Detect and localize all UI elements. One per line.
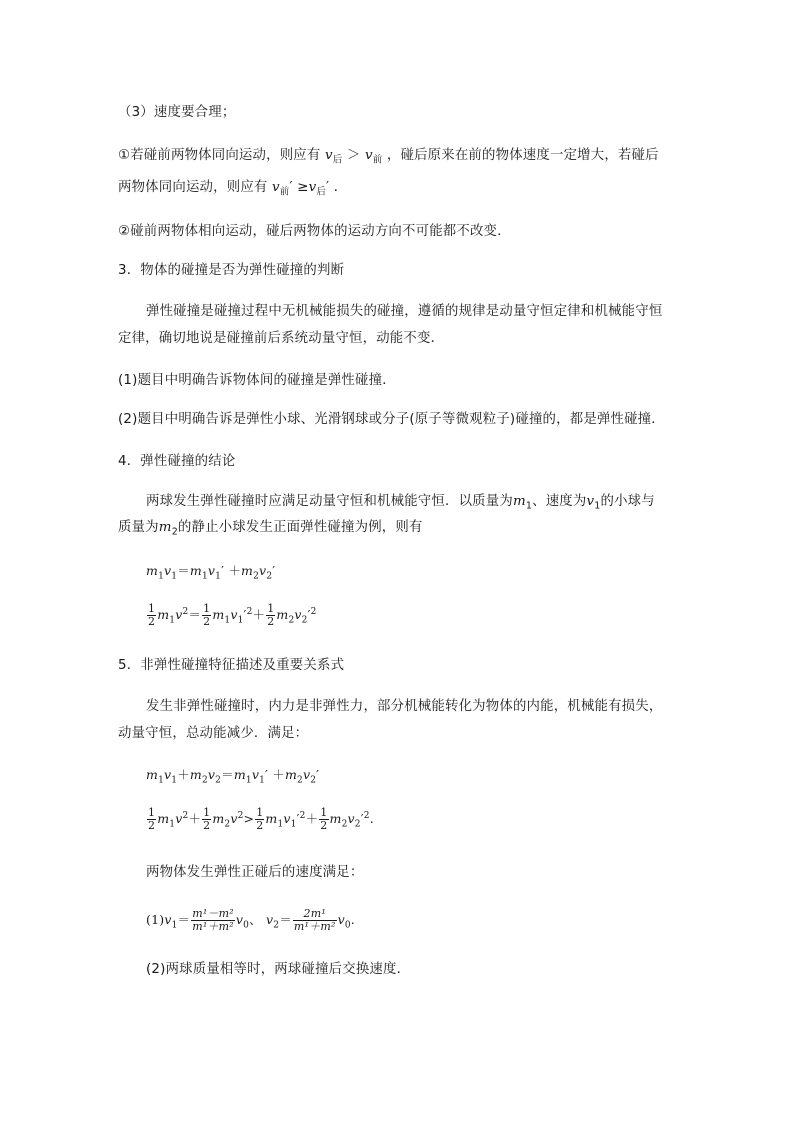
prime: ′	[221, 563, 225, 578]
var-v: v	[324, 148, 333, 163]
subscript: 1	[169, 615, 176, 626]
numerator: 1	[203, 602, 211, 615]
denominator: 2	[203, 819, 211, 832]
denominator: 2	[148, 615, 156, 628]
subscript: 1	[245, 775, 252, 786]
denominator: 2	[320, 819, 328, 832]
prime: ′	[265, 767, 269, 782]
var-m: m	[146, 563, 159, 578]
elastic-velocity-formulas	[146, 904, 355, 936]
var-v: v	[175, 607, 183, 622]
text: ，碰后原来在前的物体速度一定增大，若碰后	[386, 148, 659, 163]
elastic-conclusion-line-2	[118, 519, 423, 537]
text: 的静止小球发生正面弹性碰撞为例，则有	[177, 520, 423, 535]
var-v: v	[302, 767, 311, 782]
condition-heading: （3）速度要合理；	[118, 105, 236, 120]
var-v: v	[164, 912, 172, 927]
numerator: 1	[148, 602, 156, 615]
fraction-half	[266, 603, 275, 628]
subscript: 0	[243, 920, 250, 931]
subscript: 1	[171, 571, 178, 582]
subscript: 1	[158, 571, 164, 582]
numerator: 2m¹	[293, 908, 337, 921]
plus: ＋	[305, 811, 319, 826]
prime: ′	[326, 180, 330, 195]
var-m: m	[189, 767, 202, 782]
subscript: 2	[215, 775, 222, 786]
fraction-half	[147, 807, 156, 832]
subscript: 1	[215, 571, 222, 582]
text: ①若碰前两物体同向运动，则应有	[118, 148, 321, 163]
elastic-criterion-2: (2)题目中明确告诉是弹性小球、光滑钢球或分子(原子等微观粒子)碰撞的，都是弹性碰撞．	[118, 412, 665, 427]
equals: ＝	[188, 607, 202, 622]
elastic-definition-line-2: 定律，确切地说是碰撞前后系统动量守恒，动能不变．	[118, 331, 445, 346]
denominator: m¹＋m²	[293, 920, 336, 933]
section-4-heading: 4．弹性碰撞的结论	[118, 454, 236, 469]
subscript: 2	[201, 775, 208, 786]
section-3-heading: 3．物体的碰撞是否为弹性碰撞的判断	[118, 263, 345, 278]
var-v: v	[207, 767, 216, 782]
subscript: 2	[224, 819, 231, 830]
var-m: m	[329, 811, 342, 826]
var-m: m	[265, 811, 278, 826]
fraction-half	[202, 603, 211, 628]
var-m: m	[157, 811, 170, 826]
inelastic-energy-inequality	[146, 804, 374, 834]
equals: ＝	[221, 767, 234, 782]
subscript: 2	[354, 819, 361, 830]
elastic-conclusion-line-1	[146, 493, 655, 511]
var-v: v	[586, 494, 595, 509]
var-v: v	[283, 811, 291, 826]
period: ．	[333, 180, 348, 195]
sub-before: 前	[279, 186, 290, 198]
elastic-definition-line-1: 弹性碰撞是碰撞过程中无机械能损失的碰撞，遵循的规律是动量守恒定律和机械能守恒	[146, 304, 663, 319]
var-m: m	[146, 767, 159, 782]
denominator: 2	[256, 819, 264, 832]
var-v: v	[164, 563, 172, 578]
period: .	[350, 912, 355, 927]
var-v: v	[175, 811, 183, 826]
subscript: 1	[525, 500, 533, 512]
subscript: 0	[344, 920, 351, 931]
elastic-velocity-intro: 两物体发生弹性正碰后的速度满足：	[146, 865, 364, 880]
var-m: m	[212, 811, 225, 826]
condition-2: ②碰前两物体相向运动，碰后两物体的运动方向不可能都不改变.	[118, 224, 502, 239]
sub-after: 后	[332, 154, 343, 166]
condition-1-line-2	[118, 179, 347, 197]
greater-than: >	[243, 811, 255, 826]
plus: ＋	[177, 767, 190, 782]
var-m: m	[158, 520, 172, 535]
inelastic-description-line-1: 发生非弹性碰撞时，内力是非弹性力，部分机械能转化为物体的内能，机械能有损失，	[146, 699, 663, 714]
subscript: 2	[171, 526, 178, 538]
inelastic-momentum-equation	[146, 766, 319, 784]
var-v: v	[235, 912, 244, 927]
superscript: 2	[182, 606, 189, 617]
subscript: 2	[266, 571, 273, 582]
text: 两球发生弹性碰撞时应满足动量守恒和机械能守恒．以质量为	[146, 494, 513, 509]
superscript: 2	[182, 810, 189, 821]
separator: 、	[249, 912, 262, 927]
denominator: 2	[203, 615, 211, 628]
prime: ′	[307, 607, 311, 622]
fraction	[191, 908, 235, 933]
prime: ′	[316, 767, 320, 782]
prime: ′	[243, 607, 247, 622]
plus: ＋	[188, 811, 202, 826]
greater-equal: ≥	[297, 180, 309, 195]
var-v: v	[251, 767, 260, 782]
var-m: m	[212, 607, 225, 622]
var-v: v	[266, 912, 274, 927]
superscript: 2	[310, 606, 317, 617]
prime: ′	[272, 563, 276, 578]
var-v: v	[207, 563, 216, 578]
subscript: 2	[301, 615, 308, 626]
var-m: m	[157, 607, 170, 622]
subscript: 2	[273, 920, 280, 931]
fraction-half	[255, 807, 264, 832]
fraction-half	[202, 807, 211, 832]
denominator: 2	[267, 615, 275, 628]
superscript: 2	[237, 810, 244, 821]
var-m: m	[284, 767, 298, 782]
subscript: 1	[259, 775, 266, 786]
numerator: 1	[267, 602, 275, 615]
fraction-half	[319, 807, 328, 832]
plus: ＋	[252, 607, 266, 622]
var-m: m	[241, 563, 254, 578]
numerator: 1	[256, 806, 264, 819]
fraction-half	[147, 603, 156, 628]
subscript: 2	[297, 775, 303, 786]
greater-than: ＞	[346, 148, 361, 163]
var-v: v	[230, 607, 238, 622]
equals: ＝	[177, 912, 191, 927]
equals: ＝	[177, 563, 190, 578]
numerator: m¹－m²	[192, 907, 234, 920]
item-label: (1)	[146, 912, 165, 927]
equal-mass-conclusion: (2)两球质量相等时，两球碰撞后交换速度．	[146, 962, 411, 977]
denominator: m¹＋m²	[192, 920, 234, 933]
subscript: 1	[171, 775, 178, 786]
var-v: v	[347, 811, 355, 826]
subscript: 1	[169, 819, 176, 830]
inelastic-description-line-2: 动量守恒，总动能减少．满足：	[118, 726, 309, 741]
sub-before: 前	[372, 154, 383, 166]
energy-equation	[146, 600, 317, 630]
subscript: 1	[171, 920, 178, 931]
period: .	[369, 811, 374, 826]
var-v: v	[337, 912, 345, 927]
subscript: 1	[224, 615, 231, 626]
var-v: v	[364, 148, 373, 163]
numerator: 1	[320, 806, 328, 819]
var-m: m	[276, 607, 289, 622]
equals: ＝	[279, 912, 292, 927]
denominator: 2	[148, 819, 156, 832]
numerator: 1	[148, 806, 156, 819]
text: 、速度为	[532, 494, 587, 509]
sub-after: 后	[316, 186, 327, 198]
var-m: m	[512, 494, 526, 509]
section-5-heading: 5．非弹性碰撞特征描述及重要关系式	[118, 658, 345, 673]
fraction	[293, 908, 337, 933]
var-v: v	[230, 811, 238, 826]
subscript: 1	[594, 500, 601, 512]
var-m: m	[233, 767, 246, 782]
superscript: 2	[299, 810, 306, 821]
superscript: 2	[363, 810, 370, 821]
subscript: 1	[158, 775, 164, 786]
var-m: m	[189, 563, 202, 578]
superscript: 2	[246, 606, 253, 617]
text: 的小球与	[600, 494, 655, 509]
var-v: v	[294, 607, 302, 622]
subscript: 2	[253, 571, 260, 582]
plus: ＋	[272, 767, 285, 782]
subscript: 1	[290, 819, 297, 830]
prime: ′	[296, 811, 300, 826]
condition-1-line-1	[118, 147, 659, 165]
subscript: 1	[201, 571, 208, 582]
var-v: v	[164, 767, 172, 782]
text: 质量为	[118, 520, 159, 535]
subscript: 2	[288, 615, 295, 626]
subscript: 1	[237, 615, 244, 626]
subscript: 2	[341, 819, 348, 830]
text: 两物体同向运动，则应有	[118, 180, 268, 195]
plus: ＋	[228, 563, 242, 578]
elastic-criterion-1: (1)题目中明确告诉物体间的碰撞是弹性碰撞．	[118, 373, 396, 388]
prime: ′	[360, 811, 364, 826]
momentum-equation	[146, 562, 275, 580]
var-v: v	[271, 180, 280, 195]
var-v: v	[308, 180, 317, 195]
subscript: 2	[310, 775, 317, 786]
var-v: v	[259, 563, 267, 578]
numerator: 1	[203, 806, 211, 819]
prime: ′	[289, 180, 293, 195]
subscript: 1	[277, 819, 284, 830]
